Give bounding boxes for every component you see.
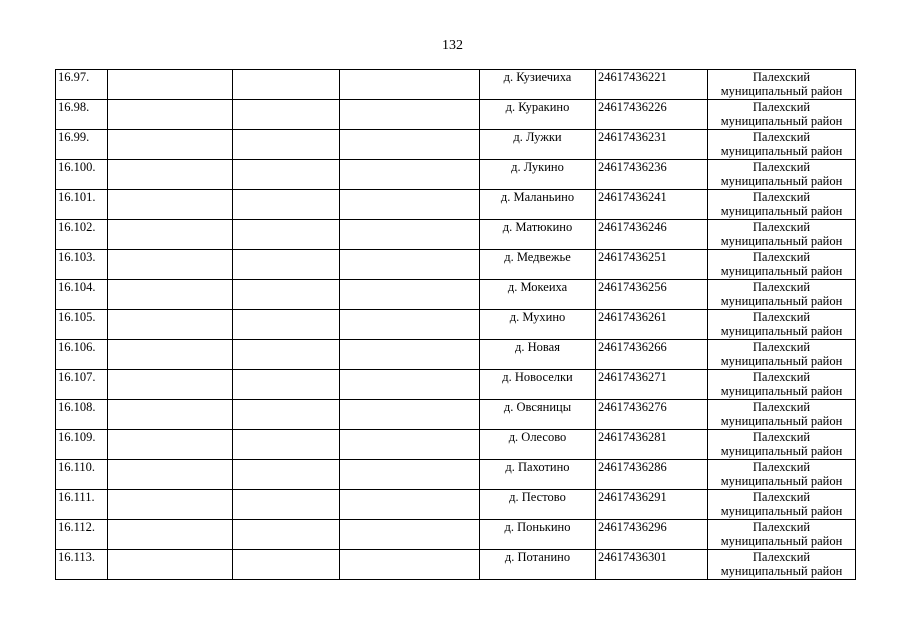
oktmo-code: 24617436241 — [598, 190, 667, 204]
district-line1: Палехский — [752, 250, 811, 264]
table-row — [56, 340, 856, 370]
row-number-cell — [56, 340, 108, 370]
row-number: 16.102. — [58, 220, 96, 234]
empty-cell-2 — [108, 220, 233, 250]
settlement-name-cell — [480, 100, 596, 130]
empty-cell-2 — [108, 250, 233, 280]
table-row — [56, 100, 856, 130]
table-row — [56, 310, 856, 340]
row-number-cell — [56, 400, 108, 430]
settlement-name-cell — [480, 340, 596, 370]
oktmo-code-cell — [596, 520, 708, 550]
row-number-cell — [56, 430, 108, 460]
table-row — [56, 520, 856, 550]
row-number: 16.99. — [58, 130, 90, 144]
settlement-name-cell — [480, 370, 596, 400]
table-row — [56, 160, 856, 190]
empty-cell-2 — [108, 430, 233, 460]
empty-cell-3 — [233, 520, 340, 550]
settlement-name: д. Лукино — [511, 160, 564, 174]
row-number: 16.111. — [58, 490, 95, 504]
oktmo-code: 24617436236 — [598, 160, 667, 174]
district-line2: муниципальный район — [720, 174, 843, 188]
row-number: 16.113. — [58, 550, 96, 564]
district-line2: муниципальный район — [720, 114, 843, 128]
empty-cell-3 — [233, 370, 340, 400]
row-number-cell — [56, 490, 108, 520]
district-cell — [708, 70, 856, 100]
table-row — [56, 400, 856, 430]
empty-cell-2 — [108, 490, 233, 520]
empty-cell-4 — [340, 250, 480, 280]
table-row — [56, 70, 856, 100]
settlement-name-cell — [480, 70, 596, 100]
settlement-name: д. Маланьино — [500, 190, 575, 204]
settlement-name: д. Пахотино — [505, 460, 570, 474]
settlement-name: д. Пестово — [509, 490, 566, 504]
empty-cell-3 — [233, 160, 340, 190]
settlement-name-cell — [480, 280, 596, 310]
district-line1: Палехский — [752, 190, 811, 204]
district-line1: Палехский — [752, 550, 811, 564]
empty-cell-4 — [340, 130, 480, 160]
district-line1: Палехский — [752, 100, 811, 114]
district-line1: Палехский — [752, 340, 811, 354]
row-number-cell — [56, 280, 108, 310]
oktmo-code: 24617436266 — [598, 340, 667, 354]
row-number: 16.104. — [58, 280, 96, 294]
district-line1: Палехский — [752, 370, 811, 384]
district-line1: Палехский — [752, 70, 811, 84]
district-cell — [708, 190, 856, 220]
oktmo-code-cell — [596, 400, 708, 430]
district-cell — [708, 130, 856, 160]
empty-cell-2 — [108, 190, 233, 220]
oktmo-code-cell — [596, 340, 708, 370]
oktmo-code: 24617436261 — [598, 310, 667, 324]
settlement-name: д. Новая — [515, 340, 560, 354]
empty-cell-3 — [233, 250, 340, 280]
empty-cell-3 — [233, 490, 340, 520]
table-row — [56, 430, 856, 460]
oktmo-code: 24617436231 — [598, 130, 667, 144]
row-number: 16.97. — [58, 70, 90, 84]
oktmo-code-cell — [596, 160, 708, 190]
settlements-table — [55, 69, 856, 580]
row-number: 16.106. — [58, 340, 96, 354]
settlement-name: д. Овсяницы — [503, 400, 572, 414]
empty-cell-3 — [233, 280, 340, 310]
oktmo-code-cell — [596, 460, 708, 490]
row-number-cell — [56, 370, 108, 400]
district-cell — [708, 460, 856, 490]
table-body — [56, 70, 856, 580]
empty-cell-2 — [108, 550, 233, 580]
district-line2: муниципальный район — [720, 324, 843, 338]
table-row — [56, 280, 856, 310]
district-line1: Палехский — [752, 460, 811, 474]
settlement-name: д. Олесово — [508, 430, 567, 444]
settlement-name: д. Кузиечиха — [503, 70, 572, 84]
oktmo-code: 24617436256 — [598, 280, 667, 294]
empty-cell-2 — [108, 340, 233, 370]
empty-cell-4 — [340, 550, 480, 580]
oktmo-code: 24617436271 — [598, 370, 667, 384]
empty-cell-2 — [108, 160, 233, 190]
empty-cell-2 — [108, 70, 233, 100]
oktmo-code-cell — [596, 100, 708, 130]
district-line2: муниципальный район — [720, 534, 843, 548]
district-cell — [708, 100, 856, 130]
empty-cell-4 — [340, 280, 480, 310]
empty-cell-3 — [233, 430, 340, 460]
settlement-name: д. Лужки — [513, 130, 562, 144]
row-number-cell — [56, 70, 108, 100]
row-number-cell — [56, 460, 108, 490]
district-line2: муниципальный район — [720, 144, 843, 158]
settlement-name-cell — [480, 550, 596, 580]
settlement-name-cell — [480, 310, 596, 340]
district-line1: Палехский — [752, 310, 811, 324]
row-number: 16.105. — [58, 310, 96, 324]
settlement-name-cell — [480, 460, 596, 490]
empty-cell-2 — [108, 100, 233, 130]
page-number: 132 — [442, 38, 463, 53]
district-cell — [708, 370, 856, 400]
empty-cell-4 — [340, 160, 480, 190]
settlement-name-cell — [480, 220, 596, 250]
district-line2: муниципальный район — [720, 264, 843, 278]
table-row — [56, 130, 856, 160]
empty-cell-3 — [233, 340, 340, 370]
settlement-name-cell — [480, 430, 596, 460]
settlement-name-cell — [480, 130, 596, 160]
district-line2: муниципальный район — [720, 564, 843, 578]
table-row — [56, 220, 856, 250]
settlement-name: д. Мухино — [509, 310, 566, 324]
settlement-name-cell — [480, 520, 596, 550]
empty-cell-2 — [108, 520, 233, 550]
empty-cell-3 — [233, 400, 340, 430]
oktmo-code-cell — [596, 190, 708, 220]
settlement-name: д. Понькино — [504, 520, 571, 534]
empty-cell-3 — [233, 310, 340, 340]
oktmo-code: 24617436221 — [598, 70, 667, 84]
district-cell — [708, 550, 856, 580]
empty-cell-2 — [108, 310, 233, 340]
row-number-cell — [56, 520, 108, 550]
district-line1: Палехский — [752, 490, 811, 504]
empty-cell-3 — [233, 220, 340, 250]
empty-cell-2 — [108, 400, 233, 430]
empty-cell-2 — [108, 460, 233, 490]
empty-cell-4 — [340, 220, 480, 250]
district-line2: муниципальный район — [720, 384, 843, 398]
oktmo-code: 24617436296 — [598, 520, 667, 534]
table-row — [56, 550, 856, 580]
row-number: 16.103. — [58, 250, 96, 264]
row-number: 16.110. — [58, 460, 96, 474]
empty-cell-4 — [340, 310, 480, 340]
settlement-name-cell — [480, 490, 596, 520]
oktmo-code: 24617436291 — [598, 490, 667, 504]
empty-cell-4 — [340, 430, 480, 460]
district-line1: Палехский — [752, 430, 811, 444]
empty-cell-3 — [233, 550, 340, 580]
district-cell — [708, 160, 856, 190]
empty-cell-3 — [233, 100, 340, 130]
row-number: 16.98. — [58, 100, 90, 114]
district-line2: муниципальный район — [720, 234, 843, 248]
table-row — [56, 190, 856, 220]
row-number-cell — [56, 100, 108, 130]
district-line2: муниципальный район — [720, 84, 843, 98]
table-row — [56, 370, 856, 400]
district-line1: Палехский — [752, 130, 811, 144]
district-line2: муниципальный район — [720, 444, 843, 458]
oktmo-code: 24617436226 — [598, 100, 667, 114]
table-row — [56, 460, 856, 490]
district-line2: муниципальный район — [720, 294, 843, 308]
settlement-name-cell — [480, 400, 596, 430]
settlement-name: д. Новоселки — [502, 370, 573, 384]
oktmo-code: 24617436301 — [598, 550, 667, 564]
row-number-cell — [56, 310, 108, 340]
district-cell — [708, 220, 856, 250]
district-cell — [708, 310, 856, 340]
district-line1: Палехский — [752, 280, 811, 294]
row-number: 16.109. — [58, 430, 96, 444]
oktmo-code: 24617436246 — [598, 220, 667, 234]
district-line1: Палехский — [752, 520, 811, 534]
empty-cell-4 — [340, 370, 480, 400]
district-line2: муниципальный район — [720, 504, 843, 518]
district-cell — [708, 250, 856, 280]
settlement-name: д. Медвежье — [504, 250, 571, 264]
settlement-name: д. Мокеиха — [507, 280, 568, 294]
row-number-cell — [56, 220, 108, 250]
settlement-name-cell — [480, 160, 596, 190]
empty-cell-3 — [233, 190, 340, 220]
empty-cell-2 — [108, 130, 233, 160]
oktmo-code-cell — [596, 490, 708, 520]
settlement-name: д. Матюкино — [502, 220, 573, 234]
oktmo-code: 24617436276 — [598, 400, 667, 414]
oktmo-code: 24617436251 — [598, 250, 667, 264]
row-number: 16.108. — [58, 400, 96, 414]
oktmo-code-cell — [596, 430, 708, 460]
row-number: 16.112. — [58, 520, 96, 534]
empty-cell-2 — [108, 370, 233, 400]
oktmo-code-cell — [596, 220, 708, 250]
empty-cell-4 — [340, 400, 480, 430]
oktmo-code-cell — [596, 130, 708, 160]
row-number: 16.101. — [58, 190, 96, 204]
district-line1: Палехский — [752, 160, 811, 174]
settlement-name-cell — [480, 250, 596, 280]
district-cell — [708, 490, 856, 520]
district-cell — [708, 280, 856, 310]
row-number: 16.107. — [58, 370, 96, 384]
oktmo-code-cell — [596, 550, 708, 580]
oktmo-code-cell — [596, 250, 708, 280]
row-number-cell — [56, 250, 108, 280]
empty-cell-4 — [340, 190, 480, 220]
oktmo-code-cell — [596, 310, 708, 340]
row-number-cell — [56, 130, 108, 160]
settlement-name-cell — [480, 190, 596, 220]
row-number-cell — [56, 160, 108, 190]
oktmo-code-cell — [596, 370, 708, 400]
empty-cell-4 — [340, 460, 480, 490]
empty-cell-4 — [340, 490, 480, 520]
oktmo-code: 24617436286 — [598, 460, 667, 474]
empty-cell-4 — [340, 70, 480, 100]
empty-cell-3 — [233, 460, 340, 490]
oktmo-code: 24617436281 — [598, 430, 667, 444]
row-number: 16.100. — [58, 160, 96, 174]
settlement-name: д. Куракино — [505, 100, 570, 114]
empty-cell-2 — [108, 280, 233, 310]
empty-cell-3 — [233, 70, 340, 100]
district-line2: муниципальный район — [720, 414, 843, 428]
settlement-name: д. Потанино — [504, 550, 571, 564]
district-cell — [708, 400, 856, 430]
empty-cell-4 — [340, 520, 480, 550]
district-line2: муниципальный район — [720, 354, 843, 368]
oktmo-code-cell — [596, 70, 708, 100]
empty-cell-3 — [233, 130, 340, 160]
district-line2: муниципальный район — [720, 204, 843, 218]
row-number-cell — [56, 550, 108, 580]
district-line1: Палехский — [752, 220, 811, 234]
table-row — [56, 490, 856, 520]
oktmo-code-cell — [596, 280, 708, 310]
district-cell — [708, 520, 856, 550]
table-row — [56, 250, 856, 280]
district-line1: Палехский — [752, 400, 811, 414]
district-cell — [708, 430, 856, 460]
district-cell — [708, 340, 856, 370]
row-number-cell — [56, 190, 108, 220]
empty-cell-4 — [340, 340, 480, 370]
district-line2: муниципальный район — [720, 474, 843, 488]
empty-cell-4 — [340, 100, 480, 130]
